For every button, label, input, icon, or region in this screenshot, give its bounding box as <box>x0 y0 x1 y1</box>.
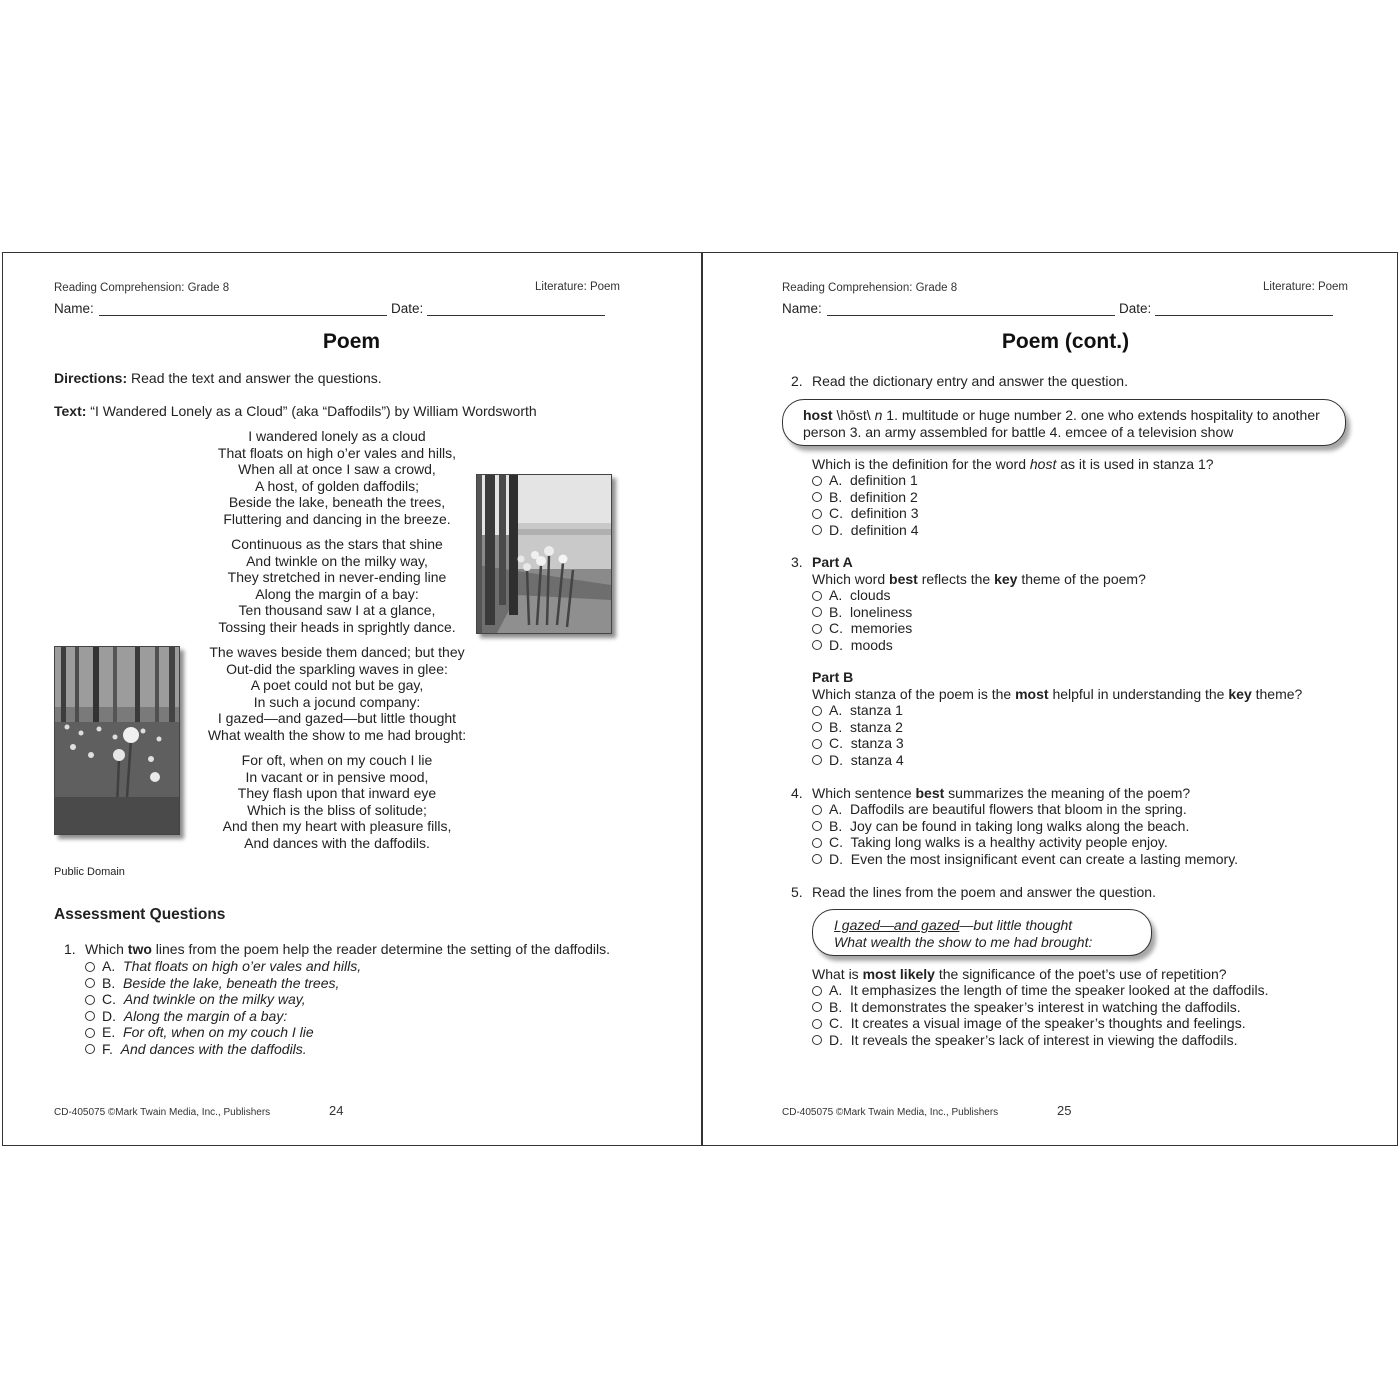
option-letter: B. <box>829 488 843 505</box>
directions-text: Read the text and answer the questions. <box>127 370 382 386</box>
radio-circle-icon[interactable] <box>812 509 822 519</box>
radio-circle-icon[interactable] <box>812 640 822 650</box>
radio-circle-icon[interactable] <box>812 986 822 996</box>
lake-daffodils-photo <box>476 474 612 634</box>
q5-number: 5. <box>791 884 803 900</box>
option-letter: A. <box>829 472 843 488</box>
poem-line: Along the margin of a bay: <box>255 585 419 602</box>
option-letter: A. <box>829 702 843 718</box>
dictionary-entry-box <box>782 399 1346 446</box>
radio-circle-icon[interactable] <box>812 1002 822 1012</box>
radio-circle-icon[interactable] <box>812 1019 822 1029</box>
worksheet-spread <box>2 252 1398 1146</box>
q2-question <box>812 456 1214 473</box>
q4-option-d[interactable] <box>812 851 1238 868</box>
option-text: definition 2 <box>850 488 918 505</box>
q3-part-b-label: Part B <box>812 669 854 685</box>
option-letter: C. <box>829 834 843 850</box>
footer-publisher: CD-405075 ©Mark Twain Media, Inc., Publishers <box>54 1107 271 1118</box>
q2-text-word: host <box>1029 456 1057 472</box>
radio-circle-icon[interactable] <box>812 591 822 601</box>
option-text: clouds <box>850 587 891 603</box>
radio-circle-icon[interactable] <box>812 525 822 535</box>
q4-text-post: summarizes the meaning of the poem? <box>944 785 1191 801</box>
quote-line-1 <box>834 917 1072 934</box>
poem-line: Ten thousand saw I at a glance, <box>238 602 436 618</box>
date-line[interactable] <box>1155 315 1333 316</box>
q5-instruction: Read the lines from the poem and answer the question. <box>812 884 1156 900</box>
quote-rest: —but little thought <box>959 917 1073 933</box>
q4-text-bold: best <box>915 785 945 801</box>
q3b-text-bold-1: most <box>1015 686 1049 702</box>
q1-text-pre: Which <box>85 941 128 957</box>
option-text: It creates a visual image of the speaker’s thoughts and feelings. <box>850 1015 1246 1031</box>
q3b-option-b[interactable] <box>812 719 904 736</box>
option-letter: F. <box>102 1040 113 1057</box>
poem-line: They flash upon that inward eye <box>237 785 437 801</box>
q1-option-d[interactable] <box>85 1008 361 1025</box>
q5-option-b[interactable] <box>812 999 1268 1016</box>
q2-number: 2. <box>791 373 803 389</box>
option-letter: A. <box>829 982 843 998</box>
option-text: It demonstrates the speaker’s interest in watching the daffodils. <box>850 998 1241 1015</box>
q3a-text-bold-1: best <box>889 571 918 587</box>
poem-line: A poet could not but be gay, <box>250 677 424 693</box>
option-text: It emphasizes the length of time the speaker looked at the daffodils. <box>850 982 1269 998</box>
dict-definitions-1: 1. multitude or huge number 2. one who extends hospitality to another <box>882 407 1320 423</box>
poem-line: The waves beside them danced; but they <box>209 644 465 660</box>
poem-quote-box <box>812 909 1152 956</box>
page-title: Poem <box>322 330 381 353</box>
poem-line: That floats on high o’er vales and hills, <box>217 444 457 461</box>
radio-circle-icon[interactable] <box>85 1044 95 1054</box>
q5-text-pre: What is <box>812 966 863 982</box>
left-page <box>3 253 700 1145</box>
q5-option-c[interactable] <box>812 1015 1268 1032</box>
option-letter: D. <box>829 636 843 653</box>
q3-number: 3. <box>791 554 803 570</box>
radio-circle-icon[interactable] <box>812 722 822 732</box>
q3b-option-c[interactable] <box>812 735 904 752</box>
radio-circle-icon[interactable] <box>812 838 822 848</box>
option-text: stanza 3 <box>850 735 904 751</box>
q4-options <box>812 801 1238 867</box>
option-letter: C. <box>829 1015 843 1031</box>
q1-option-c[interactable] <box>85 991 361 1008</box>
option-text: Beside the lake, beneath the trees, <box>123 974 340 991</box>
q3a-question <box>812 571 1146 588</box>
option-text: loneliness <box>850 603 913 620</box>
poem-line: Tossing their heads in sprightly dance. <box>218 618 456 635</box>
radio-circle-icon[interactable] <box>812 739 822 749</box>
option-letter: D. <box>102 1007 116 1024</box>
q3a-text-bold-2: key <box>994 571 1018 587</box>
radio-circle-icon[interactable] <box>812 805 822 815</box>
q1-question <box>85 941 610 958</box>
poem-line: I wandered lonely as a cloud <box>248 428 426 444</box>
q3b-text-bold-2: key <box>1228 686 1252 702</box>
q3a-option-a[interactable] <box>812 587 912 604</box>
dict-line-1 <box>803 407 1320 424</box>
option-text: Along the margin of a bay: <box>123 1007 288 1024</box>
header-left: Reading Comprehension: Grade 8 <box>782 282 958 294</box>
q4-option-b[interactable] <box>812 818 1238 835</box>
q1-option-a[interactable] <box>85 958 361 975</box>
q3b-text-pre: Which stanza of the poem is the <box>812 686 1016 702</box>
q3a-option-c[interactable] <box>812 620 912 637</box>
woodland-daffodils-photo <box>54 646 180 835</box>
poem-line: And then my heart with pleasure fills, <box>222 818 452 834</box>
radio-circle-icon[interactable] <box>812 1035 822 1045</box>
q1-number: 1. <box>64 941 76 957</box>
q2-text-post: as it is used in stanza 1? <box>1056 456 1214 472</box>
option-letter: D. <box>829 751 843 768</box>
poem-line: Out-did the sparkling waves in glee: <box>226 660 448 677</box>
option-text: And twinkle on the milky way, <box>123 991 306 1007</box>
header-right: Literature: Poem <box>1263 281 1349 293</box>
q4-number: 4. <box>791 785 803 801</box>
radio-circle-icon[interactable] <box>812 706 822 716</box>
date-line[interactable] <box>427 315 605 316</box>
radio-circle-icon[interactable] <box>812 492 822 502</box>
option-letter: B. <box>829 817 843 834</box>
option-text: memories <box>850 620 913 636</box>
dict-pronunciation: \hōst\ <box>832 407 875 423</box>
q4-question <box>812 785 1190 802</box>
q3b-text-mid: helpful in understanding the <box>1048 686 1229 702</box>
q3a-text-post: theme of the poem? <box>1017 571 1146 587</box>
q3b-options <box>812 702 904 768</box>
name-line[interactable] <box>827 315 1115 316</box>
radio-circle-icon[interactable] <box>812 854 822 864</box>
q3b-text-post: theme? <box>1251 686 1303 702</box>
q1-option-b[interactable] <box>85 975 361 992</box>
option-letter: C. <box>829 505 843 521</box>
q4-option-c[interactable] <box>812 834 1238 851</box>
option-text: Taking long walks is a healthy activity people enjoy. <box>850 834 1168 850</box>
q2-option-c[interactable] <box>812 505 919 522</box>
q5-option-a[interactable] <box>812 982 1268 999</box>
option-letter: D. <box>829 1031 843 1048</box>
poem-line: Fluttering and dancing in the breeze. <box>223 510 451 527</box>
option-letter: B. <box>102 974 116 991</box>
option-text: That floats on high o’er vales and hills, <box>123 958 362 974</box>
option-text: definition 4 <box>850 521 919 538</box>
radio-circle-icon[interactable] <box>812 624 822 634</box>
option-letter: A. <box>829 587 843 603</box>
stanza-4 <box>202 752 472 851</box>
option-text: For oft, when on my couch I lie <box>123 1024 314 1040</box>
q2-option-d[interactable] <box>812 522 919 539</box>
poem-line: And dances with the daffodils. <box>244 834 430 851</box>
q4-text-pre: Which sentence <box>812 785 916 801</box>
radio-circle-icon[interactable] <box>812 607 822 617</box>
poem-line: Which is the bliss of solitude; <box>247 801 427 818</box>
q5-text-post: the significance of the poet’s use of repetition? <box>934 966 1227 982</box>
option-letter: C. <box>829 735 843 751</box>
poem-line: What wealth the show to me had brought: <box>207 726 467 743</box>
q3a-option-d[interactable] <box>812 637 912 654</box>
q3a-text-mid: reflects the <box>917 571 995 587</box>
poem-line: In such a jocund company: <box>253 693 421 710</box>
option-text: moods <box>850 636 893 653</box>
radio-circle-icon[interactable] <box>812 821 822 831</box>
page-number: 25 <box>1057 1103 1072 1118</box>
poem-line: And twinkle on the milky way, <box>246 552 428 569</box>
dict-line-2: person 3. an army assembled for battle 4. emcee of a television show <box>803 424 1234 440</box>
poem-line: Beside the lake, beneath the trees, <box>228 494 446 510</box>
option-text: Daffodils are beautiful flowers that bloom in the spring. <box>850 801 1187 817</box>
date-label: Date: <box>1119 301 1152 316</box>
radio-circle-icon[interactable] <box>85 1011 95 1021</box>
page-number: 24 <box>329 1103 344 1118</box>
option-text: definition 1 <box>850 472 918 488</box>
q2-option-a[interactable] <box>812 472 919 489</box>
name-label: Name: <box>54 301 94 316</box>
q3a-text-pre: Which word <box>812 571 890 587</box>
radio-circle-icon[interactable] <box>85 995 95 1005</box>
dict-part-of-speech: n <box>874 407 883 423</box>
source-credit: Public Domain <box>54 866 125 878</box>
header-left: Reading Comprehension: Grade 8 <box>54 282 230 294</box>
option-text: definition 3 <box>850 505 919 521</box>
q3-part-a-label: Part A <box>812 554 853 570</box>
option-text: It reveals the speaker’s lack of interest in viewing the daffodils. <box>850 1031 1238 1048</box>
q1-options <box>85 958 361 1057</box>
option-text: stanza 4 <box>850 751 904 768</box>
option-letter: C. <box>102 991 116 1007</box>
q2-options <box>812 472 919 538</box>
option-letter: B. <box>829 718 843 735</box>
page-title: Poem (cont.) <box>1001 330 1130 353</box>
directions <box>54 370 382 387</box>
poem-line: They stretched in never-ending line <box>227 569 447 585</box>
right-page <box>702 253 1399 1145</box>
directions-label: Directions: <box>54 370 128 386</box>
stanza-1 <box>202 428 472 527</box>
date-label: Date: <box>391 301 424 316</box>
q3a-options <box>812 587 912 653</box>
quote-underlined: I gazed—and gazed <box>834 917 960 933</box>
q3a-option-b[interactable] <box>812 604 912 621</box>
q2-instruction: Read the dictionary entry and answer the question. <box>812 373 1128 389</box>
stanza-2 <box>202 536 472 635</box>
poem-line: When all at once I saw a crowd, <box>238 461 436 477</box>
option-text: And dances with the daffodils. <box>120 1040 307 1057</box>
radio-circle-icon[interactable] <box>812 476 822 486</box>
option-text: stanza 1 <box>850 702 903 718</box>
q1-text-bold: two <box>127 941 152 957</box>
header-right: Literature: Poem <box>535 281 621 293</box>
poem-line: For oft, when on my couch I lie <box>241 752 433 768</box>
radio-circle-icon[interactable] <box>85 978 95 988</box>
poem-line: In vacant or in pensive mood, <box>245 768 429 785</box>
q2-option-b[interactable] <box>812 489 919 506</box>
radio-circle-icon[interactable] <box>812 755 822 765</box>
option-text: stanza 2 <box>850 718 903 735</box>
q3b-option-d[interactable] <box>812 752 904 769</box>
text-source <box>54 403 537 420</box>
q3b-question <box>812 686 1302 703</box>
option-letter: B. <box>829 603 843 620</box>
q2-text-pre: Which is the definition for the word <box>812 456 1030 472</box>
q1-option-f[interactable] <box>85 1041 361 1058</box>
option-letter: D. <box>829 521 843 538</box>
radio-circle-icon[interactable] <box>85 1028 95 1038</box>
poem <box>202 428 472 860</box>
dict-word: host <box>803 407 833 423</box>
option-letter: D. <box>829 850 843 867</box>
q5-options <box>812 982 1268 1048</box>
q5-option-d[interactable] <box>812 1032 1268 1049</box>
assessment-heading: Assessment Questions <box>54 906 226 923</box>
q1-option-e[interactable] <box>85 1024 361 1041</box>
q1-text-post: lines from the poem help the reader determine the setting of the daffodils. <box>151 941 611 957</box>
option-letter: A. <box>102 958 116 974</box>
name-label: Name: <box>782 301 822 316</box>
poem-line: I gazed—and gazed—but little thought <box>217 710 457 726</box>
name-line[interactable] <box>99 315 387 316</box>
text-label: Text: <box>54 403 87 419</box>
poem-line: A host, of golden daffodils; <box>255 477 419 494</box>
stanza-3 <box>202 644 472 743</box>
q3b-option-a[interactable] <box>812 702 904 719</box>
text-title: “I Wandered Lonely as a Cloud” (aka “Daffodils”) by William Wordsworth <box>86 403 537 419</box>
option-letter: E. <box>102 1024 116 1040</box>
option-text: Joy can be found in taking long walks along the beach. <box>850 817 1190 834</box>
q5-text-bold: most likely <box>862 966 935 982</box>
poem-line: Continuous as the stars that shine <box>231 536 443 552</box>
option-letter: A. <box>829 801 843 817</box>
option-letter: B. <box>829 998 843 1015</box>
q4-option-a[interactable] <box>812 801 1238 818</box>
q5-question <box>812 966 1227 983</box>
option-text: Even the most insignificant event can create a lasting memory. <box>850 850 1239 867</box>
quote-line-2: What wealth the show to me had brought: <box>834 934 1093 950</box>
footer-publisher: CD-405075 ©Mark Twain Media, Inc., Publishers <box>782 1107 999 1118</box>
radio-circle-icon[interactable] <box>85 962 95 972</box>
option-letter: C. <box>829 620 843 636</box>
